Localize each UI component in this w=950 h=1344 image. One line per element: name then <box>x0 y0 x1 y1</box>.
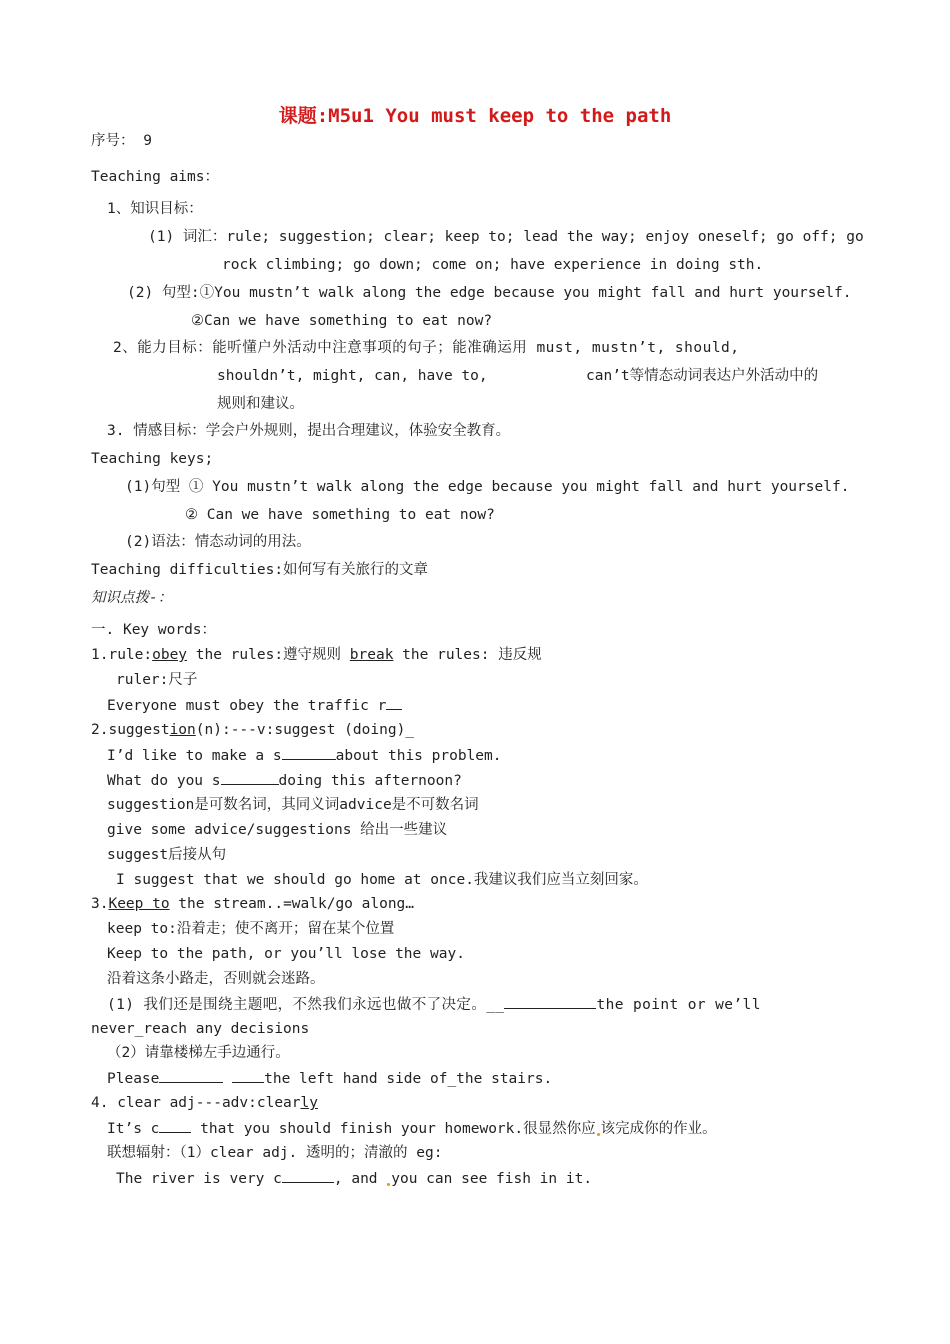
aim1-sentence-line2: ②Can we have something to eat now? <box>191 313 493 329</box>
answer-blank <box>159 1118 191 1133</box>
please-example: Please the left hand side of_the stairs. <box>107 1068 552 1089</box>
id-like-example: I’d like to make a s about this problem. <box>107 745 501 766</box>
everyone-example: Everyone must obey the traffic r <box>107 695 402 716</box>
kw3-keep-to: 3.Keep to the stream..=walk/go along… <box>91 896 415 912</box>
answer-blank <box>282 1168 334 1183</box>
answer-blank <box>504 994 596 1009</box>
word-obey: obey <box>152 647 188 663</box>
river-example: The river is very c , and you can see fish in it. <box>116 1168 592 1189</box>
exercise-1: (1) 我们还是围绕主题吧，不然我们永远也做不了决定。__ the point or we’ll <box>107 994 761 1015</box>
aim1-label: 1、知识目标： <box>107 201 203 217</box>
keys-sentence-1: (1)句型 ① You mustn’t walk along the edge because you might fall and hurt yourself. <box>125 479 850 495</box>
teaching-aims-label: Teaching aims： <box>91 169 219 185</box>
keep-path-example: Keep to the path, or you’ll lose the way. <box>107 946 465 962</box>
aim2-line1: 2、能力目标：能听懂户外活动中注意事项的句子；能准确运用 must, mustn’t, should, <box>113 340 740 356</box>
keys-sentence-2: ② Can we have something to eat now? <box>185 507 495 523</box>
knowledge-tips-heading: 知识点拨-： <box>91 590 173 606</box>
aim1-sentence-line1: (2) 句型:①You mustn’t walk along the edge because you might fall and hurt yourself. <box>127 285 852 301</box>
teaching-difficulties: Teaching difficulties:如何写有关旅行的文章 <box>91 562 429 578</box>
answer-blank <box>159 1068 223 1083</box>
serial-number: 序号： 9 <box>91 133 152 149</box>
aim1-vocab-line2: rock climbing; go down; come on; have experience in doing sth. <box>222 257 764 273</box>
page-title: 课题:M5u1 You must keep to the path <box>278 105 672 127</box>
word-break: break <box>349 647 394 663</box>
key-words-heading: 一. Key words： <box>91 622 217 638</box>
ruler-meaning: ruler:尺子 <box>116 672 198 688</box>
its-clear-example: It’s c that you should finish your homework.很显然你应 该完成你的作业。 <box>107 1118 717 1139</box>
answer-blank <box>221 770 279 785</box>
suggest-clause: suggest后接从句 <box>107 847 227 863</box>
answer-blank <box>232 1068 264 1083</box>
exercise-1-cont: never_reach any decisions <box>91 1021 310 1037</box>
i-suggest-example: I suggest that we should go home at once.我建议我们应当立刻回家。 <box>116 872 648 888</box>
kw2-suggestion: 2.suggestion(n):---v:suggest (doing)_ <box>91 722 415 738</box>
aim2-line2-a: shouldn’t, might, can, have to, <box>217 368 488 384</box>
answer-blank <box>386 695 402 710</box>
keys-grammar: (2)语法：情态动词的用法。 <box>125 534 311 550</box>
keep-path-translation: 沿着这条小路走，否则就会迷路。 <box>107 971 325 987</box>
give-advice: give some advice/suggestions 给出一些建议 <box>107 822 448 838</box>
aim3: 3. 情感目标：学会户外规则，提出合理建议，体验安全教育。 <box>107 423 511 439</box>
keep-to-meaning: keep to:沿着走；使不离开；留在某个位置 <box>107 921 395 937</box>
kw4-clear: 4. clear adj---adv:clearly <box>91 1095 318 1111</box>
kw1-rule: 1.rule:obey the rules:遵守规则 break the rules: 违反规 <box>91 647 542 663</box>
what-do-example: What do you s doing this afternoon? <box>107 770 462 791</box>
aim2-line2-b: can’t等情态动词表达户外活动中的 <box>586 368 819 384</box>
mark-dot <box>387 1183 390 1186</box>
exercise-2: （2）请靠楼梯左手边通行。 <box>107 1045 290 1061</box>
aim2-line3: 规则和建议。 <box>217 396 304 412</box>
mark-dot <box>597 1133 600 1136</box>
teaching-keys-label: Teaching keys; <box>91 451 214 467</box>
aim1-vocab-line1: (1) 词汇：rule; suggestion; clear; keep to; lead the way; enjoy oneself; go off; go <box>148 229 864 245</box>
association-note: 联想辐射：（1）clear adj. 透明的；清澈的 eg: <box>107 1145 443 1161</box>
countable-note: suggestion是可数名词，其同义词advice是不可数名词 <box>107 797 479 813</box>
answer-blank <box>282 745 336 760</box>
